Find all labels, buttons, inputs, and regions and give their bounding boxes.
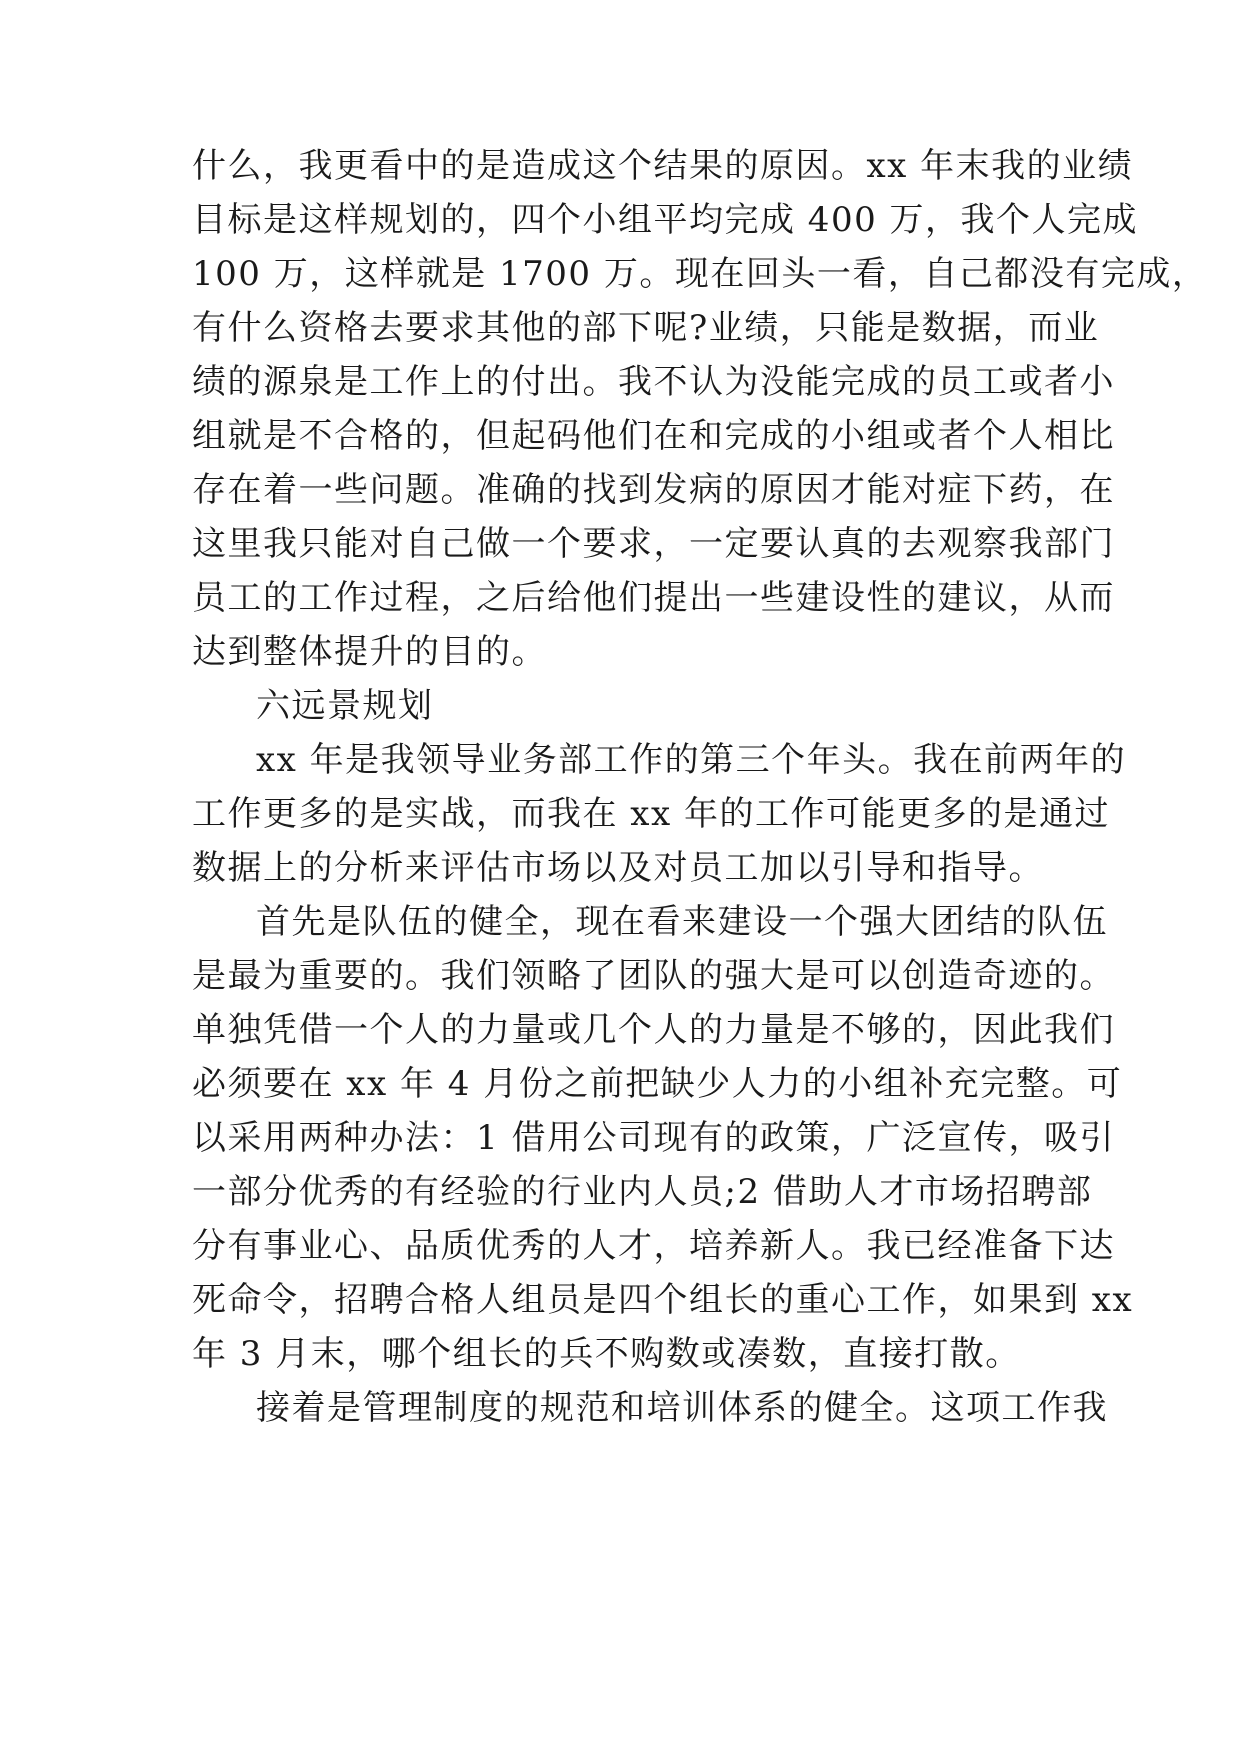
text-line: 单独凭借一个人的力量或几个人的力量是不够的，因此我们 [192, 1010, 1115, 1050]
text-line: 有什么资格去要求其他的部下呢?业绩，只能是数据，而业 [192, 308, 1100, 348]
text-line: 工作更多的是实战，而我在 xx 年的工作可能更多的是通过 [192, 794, 1110, 834]
text-line: 以采用两种办法：1 借用公司现有的政策，广泛宣传，吸引 [192, 1118, 1115, 1158]
text-line: 必须要在 xx 年 4 月份之前把缺少人力的小组补充完整。可 [192, 1064, 1123, 1104]
text-line: 死命令，招聘合格人组员是四个组长的重心工作，如果到 xx [192, 1280, 1134, 1320]
text-line: 接着是管理制度的规范和培训体系的健全。这项工作我 [256, 1388, 1108, 1428]
text-line: 这里我只能对自己做一个要求，一定要认真的去观察我部门 [192, 524, 1115, 564]
text-line: 是最为重要的。我们领略了团队的强大是可以创造奇迹的。 [192, 956, 1115, 996]
text-line: 绩的源泉是工作上的付出。我不认为没能完成的员工或者小 [192, 362, 1115, 402]
text-line: 数据上的分析来评估市场以及对员工加以引导和指导。 [192, 848, 1044, 888]
text-line: 达到整体提升的目的。 [192, 632, 547, 672]
text-line: 员工的工作过程，之后给他们提出一些建设性的建议，从而 [192, 578, 1115, 618]
text-line: 目标是这样规划的，四个小组平均完成 400 万，我个人完成 [192, 200, 1139, 240]
text-line: 存在着一些问题。准确的找到发病的原因才能对症下药，在 [192, 470, 1115, 510]
text-line: 一部分优秀的有经验的行业内人员;2 借助人才市场招聘部 [192, 1172, 1093, 1212]
section-heading: 六远景规划 [256, 686, 434, 726]
text-line: 首先是队伍的健全，现在看来建设一个强大团结的队伍 [256, 902, 1108, 942]
text-line: 什么，我更看中的是造成这个结果的原因。xx 年末我的业绩 [192, 146, 1134, 186]
text-line: 100 万，这样就是 1700 万。现在回头一看，自己都没有完成， [192, 254, 1208, 294]
text-line: 分有事业心、品质优秀的人才，培养新人。我已经准备下达 [192, 1226, 1115, 1266]
text-line: 年 3 月末，哪个组长的兵不购数或凑数，直接打散。 [192, 1334, 1021, 1374]
text-line: 组就是不合格的，但起码他们在和完成的小组或者个人相比 [192, 416, 1115, 456]
text-line: xx 年是我领导业务部工作的第三个年头。我在前两年的 [256, 740, 1127, 780]
